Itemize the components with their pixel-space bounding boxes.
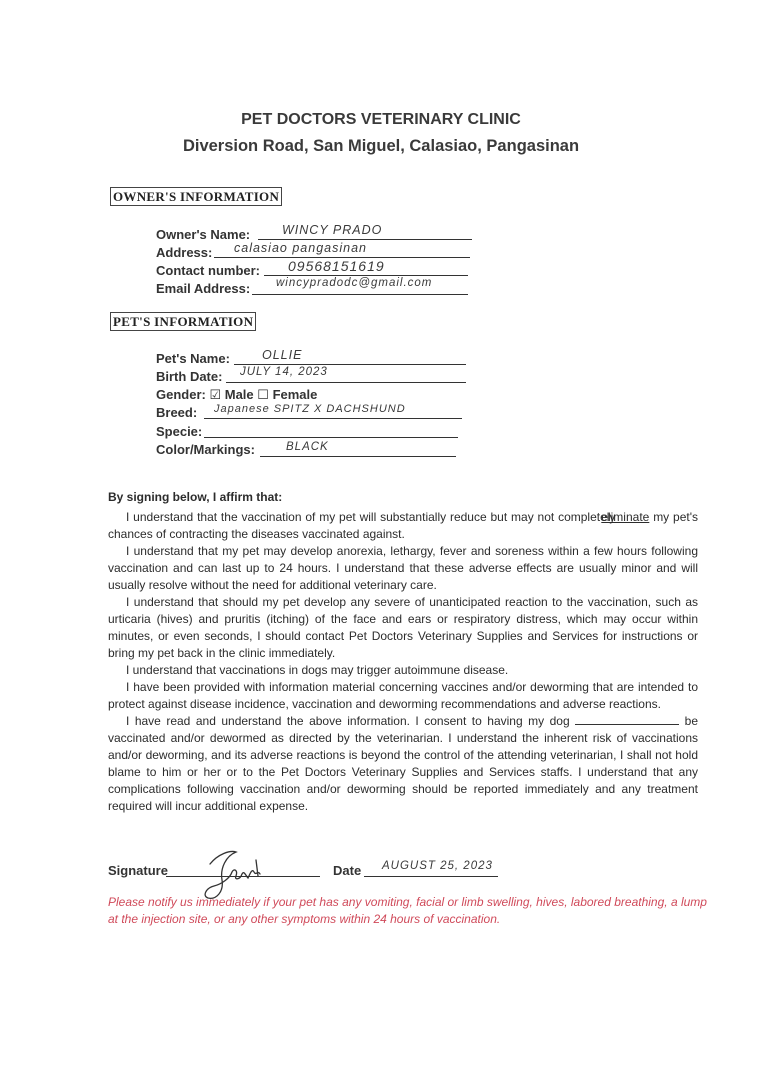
- date-label: Date: [333, 863, 362, 878]
- owner-email-line: [252, 294, 468, 295]
- owner-contact-value[interactable]: 09568151619: [288, 258, 385, 274]
- birth-date-value[interactable]: JULY 14, 2023: [240, 366, 328, 378]
- birth-date-label: Birth Date:: [156, 369, 223, 384]
- affirm-paragraph-6: [108, 713, 698, 815]
- gender-male-checkbox[interactable]: ☑: [209, 387, 222, 402]
- affirm-paragraph-3: I understand that should my pet develop any severe of unanticipated reaction to the vaccination, such as urticaria (hives) and pruritis (itching) of the face and ears or respiratory distress, which may occur within minutes, or even seconds, I should contact Pet Doctors Veterinary Supplies and Services for instructions or bring my pet back in the clinic immediately.: [108, 595, 698, 660]
- affirm-p6-text-a: I have read and understand the above information. I consent to having my dog: [126, 714, 570, 728]
- gender-female-checkbox[interactable]: ☐: [257, 387, 269, 402]
- date-value[interactable]: AUGUST 25, 2023: [382, 860, 493, 872]
- color-line: [260, 456, 456, 457]
- pet-section-title: PET'S INFORMATION: [110, 312, 256, 331]
- affirm-heading: By signing below, I affirm that:: [108, 490, 283, 504]
- affirm-paragraph-2: I understand that my pet may develop anorexia, lethargy, fever and soreness within a few hours following vaccination and can last up to 24 hours. I understand that these adverse effects are usually minor and will usually resolve without the need for additional veterinary care.: [108, 544, 698, 592]
- clinic-name: PET DOCTORS VETERINARY CLINIC: [241, 111, 521, 128]
- owner-name-label: Owner's Name:: [156, 227, 251, 242]
- affirm-p1-text-a: I understand that the vaccination of my pet will substantially reduce but may not completely: [126, 510, 616, 524]
- affirm-paragraph-4: I understand that vaccinations in dogs may trigger autoimmune disease.: [126, 663, 509, 677]
- affirm-p1-text-b: my pet's chances of contracting the diseases vaccinated against.: [108, 510, 699, 541]
- owner-name-line: [258, 239, 472, 240]
- dog-name-blank[interactable]: [575, 714, 679, 725]
- owner-email-label: Email Address:: [156, 281, 251, 296]
- pet-name-value[interactable]: OLLIE: [262, 348, 303, 362]
- gender-female-label: Female: [272, 387, 318, 402]
- owner-contact-line: [264, 275, 468, 276]
- breed-value[interactable]: Japanese SPITZ X DACHSHUND: [214, 403, 406, 415]
- specie-line: [204, 437, 458, 438]
- affirm-body: [108, 509, 698, 815]
- gender-male-label: Male: [224, 387, 254, 402]
- affirm-p6-text-b: be vaccinated and/or dewormed as directed by the veterinarian. I understand the inherent risk of vaccinations and/or deworming, and its adverse reactions is beyond the control of the attending veterinarian, I shall not hold blame to him or her or to the Pet Doctors Veterinary Supplies and Services staffs. I understand that any complications following vaccination and/or deworming should be reported immediately and any treatment required will incur additional expense.: [108, 714, 698, 813]
- owner-section-title: OWNER'S INFORMATION: [110, 187, 282, 206]
- signature-label: Signature: [108, 863, 168, 878]
- affirm-p1-underlined: eliminate: [601, 510, 650, 524]
- clinic-address: Diversion Road, San Miguel, Calasiao, Pangasinan: [182, 137, 580, 155]
- owner-name-value[interactable]: WINCY PRADO: [282, 223, 383, 237]
- owner-email-value[interactable]: wincypradodc@gmail.com: [276, 277, 433, 289]
- date-line: [364, 876, 498, 877]
- pet-name-label: Pet's Name:: [156, 351, 230, 366]
- pet-name-line: [234, 364, 466, 365]
- owner-address-value[interactable]: calasiao pangasinan: [234, 241, 367, 255]
- breed-line: [204, 418, 462, 419]
- birth-date-line: [226, 382, 466, 383]
- owner-address-label: Address:: [156, 245, 213, 260]
- breed-label: Breed:: [156, 405, 198, 420]
- color-label: Color/Markings:: [156, 442, 255, 457]
- footer-note: Please notify us immediately if your pet has any vomiting, facial or limb swelling, hives, labored breathing, a lump at the injection site, or any other symptoms within 24 hours of vaccination.: [108, 895, 707, 926]
- gender-label: Gender:: [156, 387, 206, 402]
- affirm-paragraph-5: I have been provided with information material concerning vaccines and/or deworming that are intended to protect against disease incidence, vaccination and deworming recommendations and adverse reactions.: [108, 680, 698, 711]
- color-value[interactable]: BLACK: [286, 441, 329, 453]
- gender-row: [156, 386, 317, 403]
- specie-label: Specie:: [156, 424, 203, 439]
- affirm-paragraph-1: [108, 509, 698, 543]
- owner-contact-label: Contact number:: [156, 263, 260, 278]
